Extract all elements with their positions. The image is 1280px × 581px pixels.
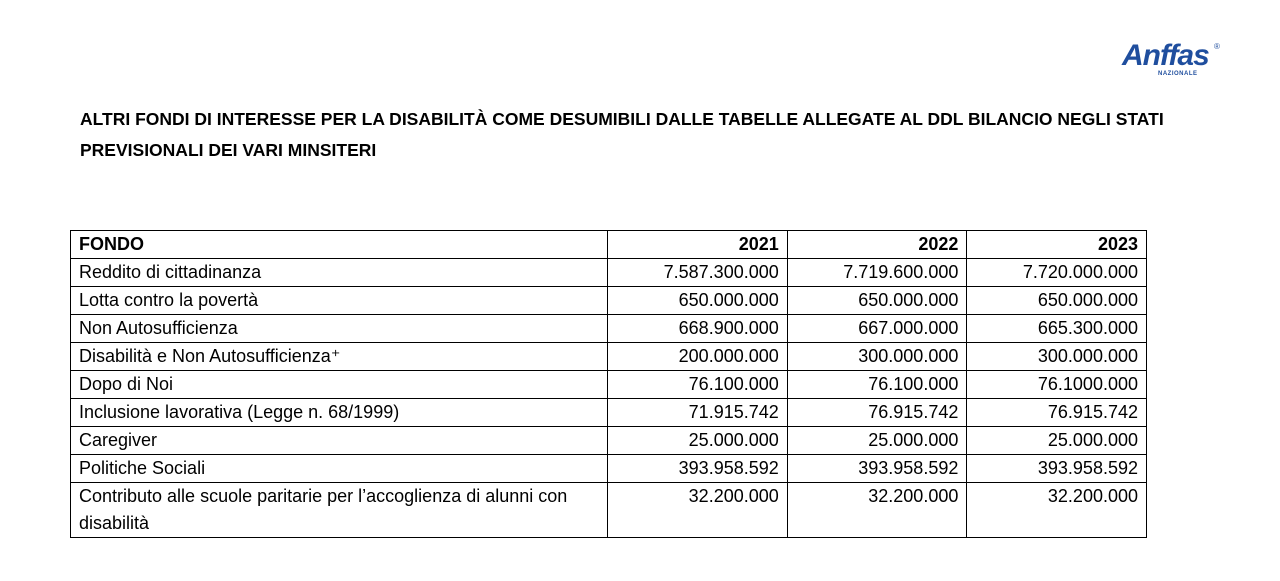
funds-table <box>70 230 1147 538</box>
value-2022: 650.000.000 <box>787 287 967 315</box>
logo-subtitle: NAZIONALE <box>1158 71 1198 77</box>
value-2022: 667.000.000 <box>787 315 967 343</box>
table-row <box>71 259 1147 287</box>
table-row <box>71 427 1147 455</box>
header-fondo: FONDO <box>71 231 608 259</box>
fund-name: Inclusione lavorativa (Legge n. 68/1999) <box>71 399 608 427</box>
value-2021: 393.958.592 <box>608 455 788 483</box>
value-2021: 76.100.000 <box>608 371 788 399</box>
value-2023: 7.720.000.000 <box>967 259 1147 287</box>
fund-name: Politiche Sociali <box>71 455 608 483</box>
value-2021: 200.000.000 <box>608 343 788 371</box>
header-2022: 2022 <box>787 231 967 259</box>
fund-name: Caregiver <box>71 427 608 455</box>
value-2022: 300.000.000 <box>787 343 967 371</box>
value-2021: 25.000.000 <box>608 427 788 455</box>
fund-name: Reddito di cittadinanza <box>71 259 608 287</box>
value-2023: 393.958.592 <box>967 455 1147 483</box>
table-row <box>71 315 1147 343</box>
value-2022: 393.958.592 <box>787 455 967 483</box>
document-title: ALTRI FONDI DI INTERESSE PER LA DISABILITÀ COME DESUMIBILI DALLE TABELLE ALLEGATE AL DDL BILANCIO NEGLI STATI PREVISIONALI DEI VARI MINSITERI <box>80 109 1164 160</box>
value-2021: 668.900.000 <box>608 315 788 343</box>
logo-brand: Anffas <box>1122 39 1209 72</box>
value-2023: 665.300.000 <box>967 315 1147 343</box>
table-row <box>71 343 1147 371</box>
value-2023: 300.000.000 <box>967 343 1147 371</box>
fund-name: Contributo alle scuole paritarie per l’accoglienza di alunni con disabilità <box>71 483 608 538</box>
value-2023: 76.915.742 <box>967 399 1147 427</box>
table-row <box>71 455 1147 483</box>
fund-name: Non Autosufficienza <box>71 315 608 343</box>
value-2022: 25.000.000 <box>787 427 967 455</box>
value-2022: 32.200.000 <box>787 483 967 538</box>
value-2022: 76.100.000 <box>787 371 967 399</box>
fund-name: Lotta contro la povertà <box>71 287 608 315</box>
value-2023: 650.000.000 <box>967 287 1147 315</box>
value-2022: 7.719.600.000 <box>787 259 967 287</box>
value-2023: 25.000.000 <box>967 427 1147 455</box>
table-row <box>71 287 1147 315</box>
table-row <box>71 371 1147 399</box>
fund-name: Disabilità e Non Autosufficienza⁺ <box>71 343 608 371</box>
logo-registered-mark: ® <box>1214 42 1220 51</box>
value-2021: 71.915.742 <box>608 399 788 427</box>
table-row <box>71 483 1147 538</box>
fund-name: Dopo di Noi <box>71 371 608 399</box>
value-2022: 76.915.742 <box>787 399 967 427</box>
value-2021: 32.200.000 <box>608 483 788 538</box>
header-2021: 2021 <box>608 231 788 259</box>
value-2021: 650.000.000 <box>608 287 788 315</box>
table-row <box>71 399 1147 427</box>
table-header-row <box>71 231 1147 259</box>
header-2023: 2023 <box>967 231 1147 259</box>
value-2023: 32.200.000 <box>967 483 1147 538</box>
anffas-logo <box>1122 40 1222 80</box>
value-2023: 76.1000.000 <box>967 371 1147 399</box>
value-2021: 7.587.300.000 <box>608 259 788 287</box>
